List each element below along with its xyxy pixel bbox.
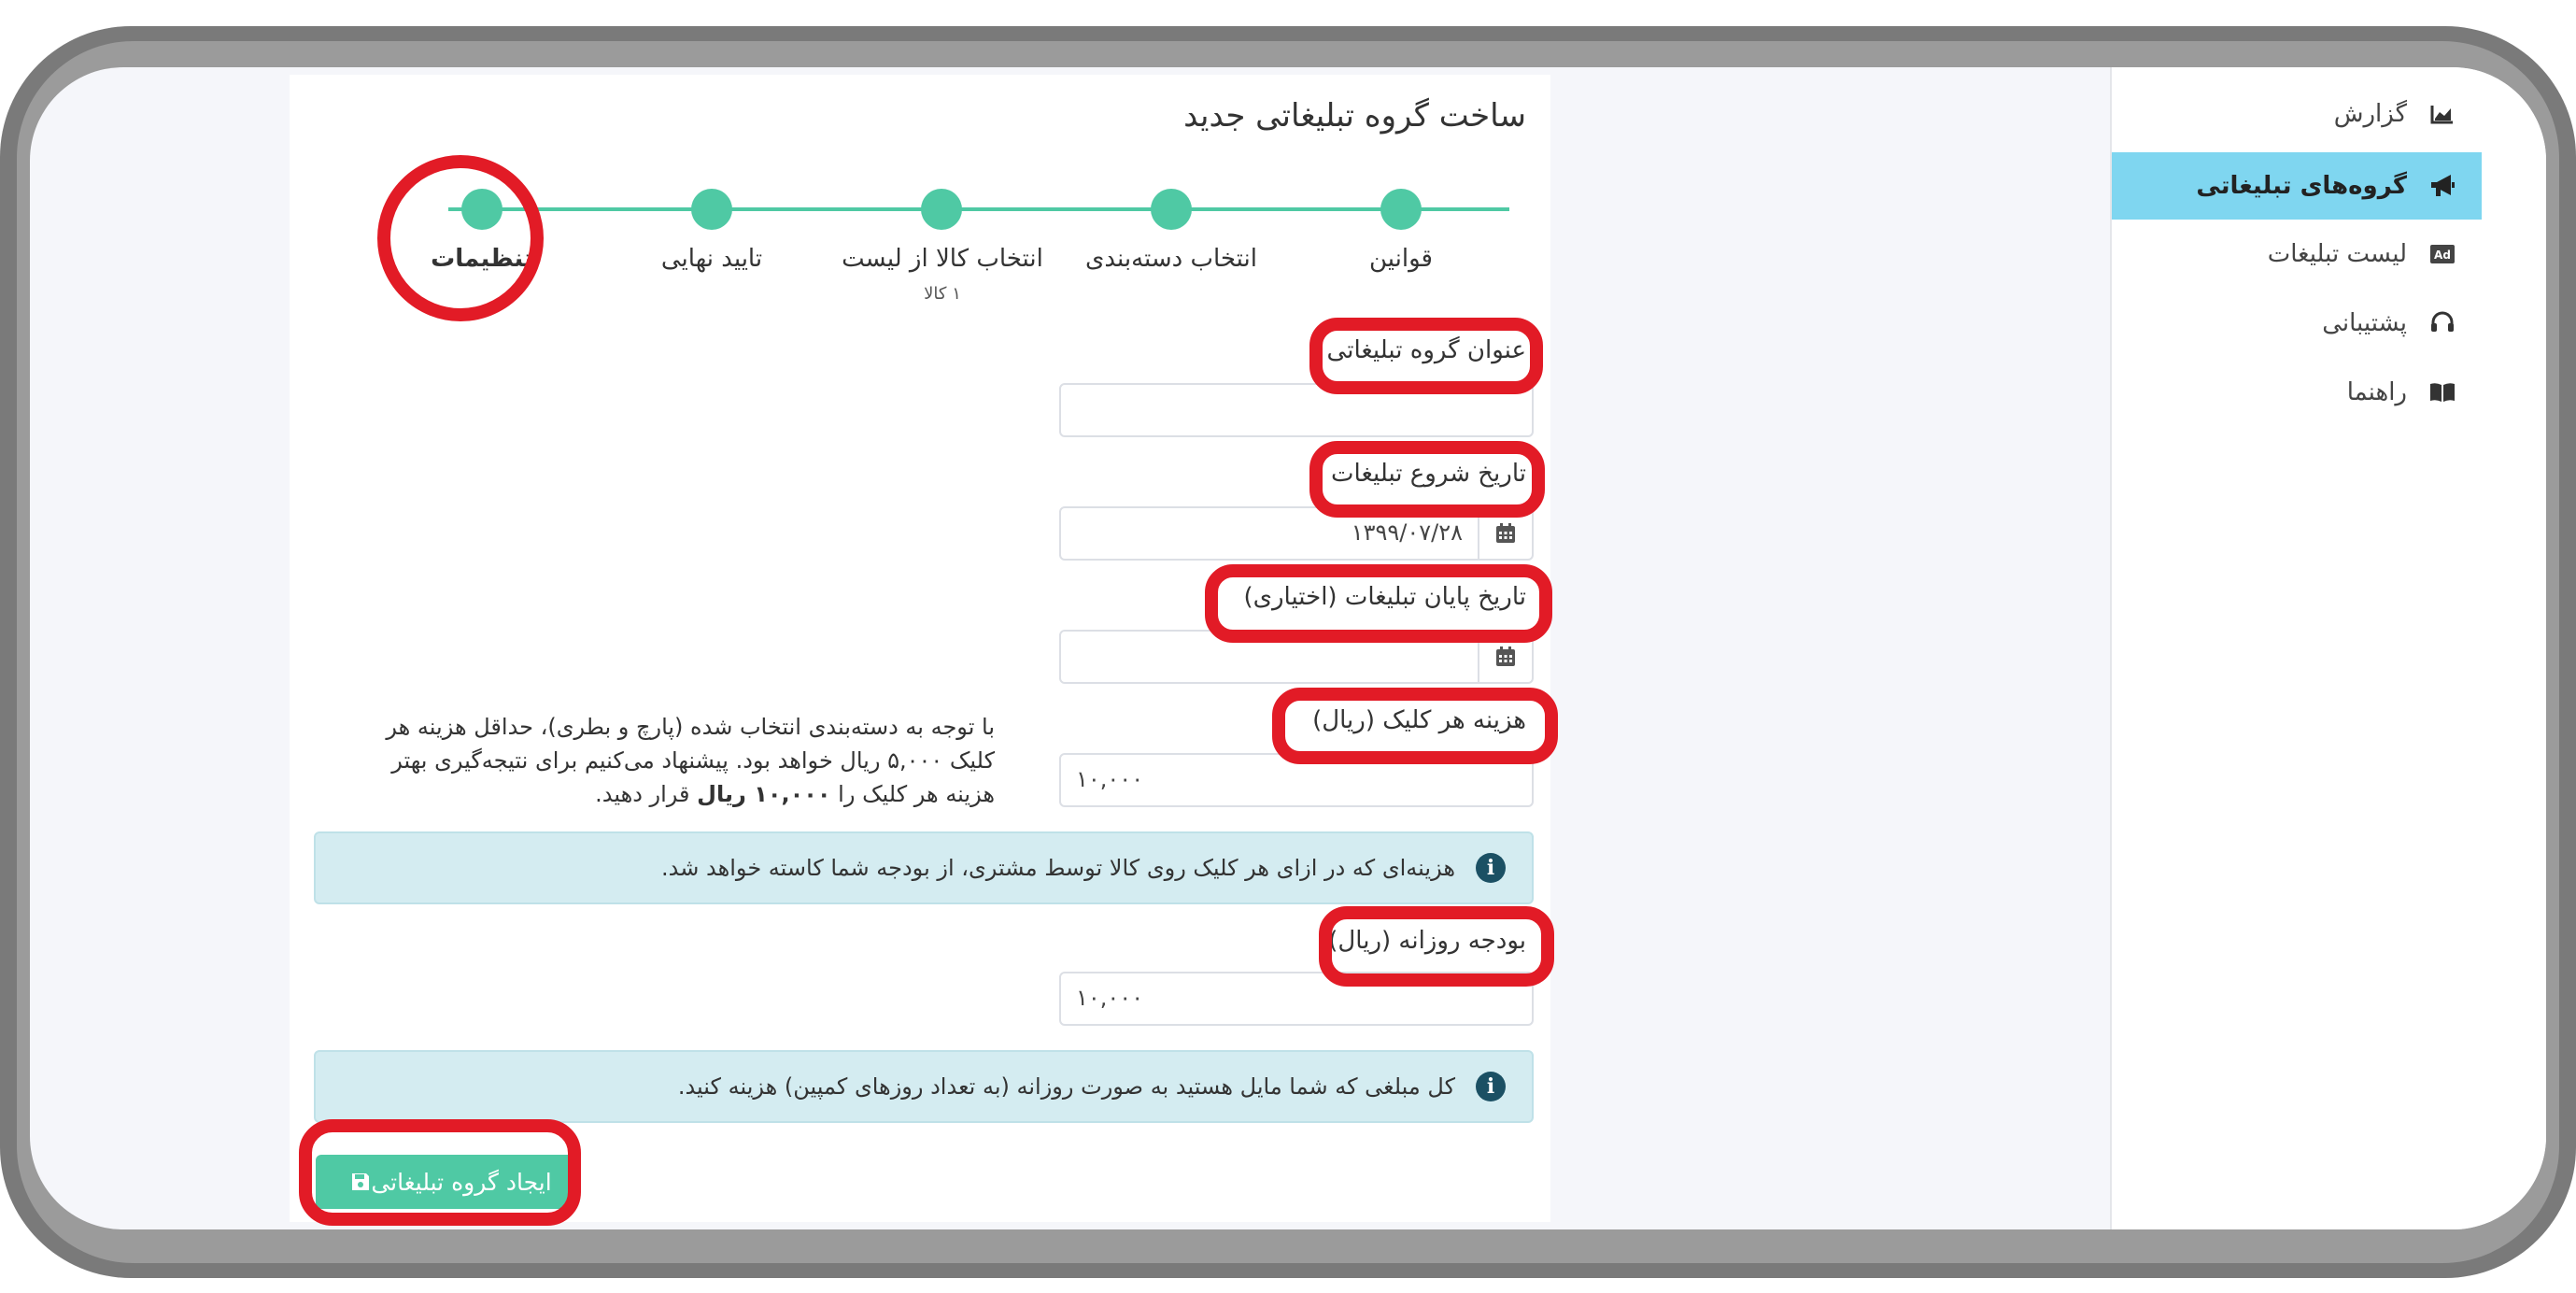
cpc-info-alert [314, 831, 1534, 904]
svg-text:Ad: Ad [2434, 249, 2451, 262]
cpc-label: هزینه هر کلیک (ریال) [1312, 706, 1526, 734]
start-date-label: تاریخ شروع تبلیغات [1331, 460, 1526, 488]
daily-budget-label: بودجه روزانه (ریال) [1328, 927, 1526, 955]
create-ad-group-label: ایجاد گروه تبلیغاتی [371, 1168, 552, 1196]
daily-budget-info-text: کل مبلغی که شما مایل هستید به صورت روزانه (به تعداد روزهای کمپین) هزینه کنید. [677, 1073, 1455, 1100]
sidebar-item-ad-list[interactable] [2112, 220, 2482, 288]
step-label-select-products: انتخاب کالا از لیست [842, 245, 1043, 273]
cpc-help-recommended-value: ۱۰,۰۰۰ ریال [697, 781, 831, 807]
cpc-help-text-part: با توجه به دسته‌بندی انتخاب شده (پارچ و بطری)، حداقل هزینه هر کلیک ۵,۰۰۰ ریال خواهد بود. پیشنهاد می‌کنیم برای نتیجه‌گیری بهتر هزینه هر کلیک را [386, 714, 995, 807]
step-label-rules: قوانین [1369, 245, 1433, 273]
step-label-final-confirm: تایید نهایی [660, 245, 763, 273]
info-icon: i [1476, 853, 1506, 883]
info-icon: i [1476, 1072, 1506, 1101]
sidebar-item-label: لیست تبلیغات [2267, 240, 2407, 268]
headset-icon [2427, 308, 2457, 338]
step-dot-rules[interactable] [1380, 189, 1422, 230]
start-date-value: ۱۳۹۹/۰۷/۲۸ [1351, 519, 1463, 546]
cpc-help-text [350, 710, 995, 811]
cpc-help-text-part: قرار دهید. [595, 781, 698, 807]
group-title-label: عنوان گروه تبلیغاتی [1326, 336, 1526, 364]
step-sub-product-count: ۱ کالا [924, 284, 961, 304]
highlight-ring-group-title [1309, 318, 1543, 394]
daily-budget-value: ۱۰,۰۰۰ [1076, 985, 1144, 1011]
ad-icon [2427, 239, 2457, 269]
step-dot-category[interactable] [1151, 189, 1192, 230]
megaphone-icon [2427, 171, 2457, 201]
step-label-settings: تنظیمات [431, 245, 533, 273]
highlight-ring-end-date [1205, 564, 1552, 643]
highlight-ring-daily-budget [1319, 906, 1554, 987]
step-dot-select-products[interactable] [921, 189, 962, 230]
app-screen [30, 67, 2546, 1229]
chart-area-icon [2427, 99, 2457, 129]
sidebar-item-guide[interactable] [2112, 359, 2482, 426]
book-icon [2427, 377, 2457, 407]
page-title: ساخت گروه تبلیغاتی جدید [1183, 97, 1526, 135]
stepper-line [448, 207, 1509, 211]
highlight-ring-submit [299, 1119, 581, 1226]
step-dot-final-confirm[interactable] [691, 189, 732, 230]
cpc-value: ۱۰,۰۰۰ [1076, 766, 1144, 792]
cpc-info-text: هزینه‌ای که در ازای هر کلیک روی کالا توسط مشتری، از بودجه شما کاسته خواهد شد. [661, 855, 1455, 881]
sidebar-item-label: گروه‌های تبلیغاتی [2196, 172, 2407, 200]
sidebar [2110, 67, 2546, 1229]
sidebar-item-ad-groups[interactable] [2112, 152, 2482, 220]
sidebar-item-report[interactable] [2112, 80, 2482, 148]
sidebar-item-label: راهنما [2346, 378, 2407, 406]
sidebar-item-label: گزارش [2333, 100, 2407, 128]
daily-budget-info-alert [314, 1050, 1534, 1123]
highlight-ring-cpc [1272, 688, 1558, 764]
sidebar-item-support[interactable] [2112, 290, 2482, 357]
highlight-ring-settings-step [377, 155, 544, 321]
end-date-label: تاریخ پایان تبلیغات (اختیاری) [1243, 583, 1526, 611]
step-label-category: انتخاب دسته‌بندی [1085, 245, 1257, 273]
highlight-ring-start-date [1309, 441, 1545, 518]
sidebar-item-label: پشتیبانی [2322, 309, 2407, 337]
